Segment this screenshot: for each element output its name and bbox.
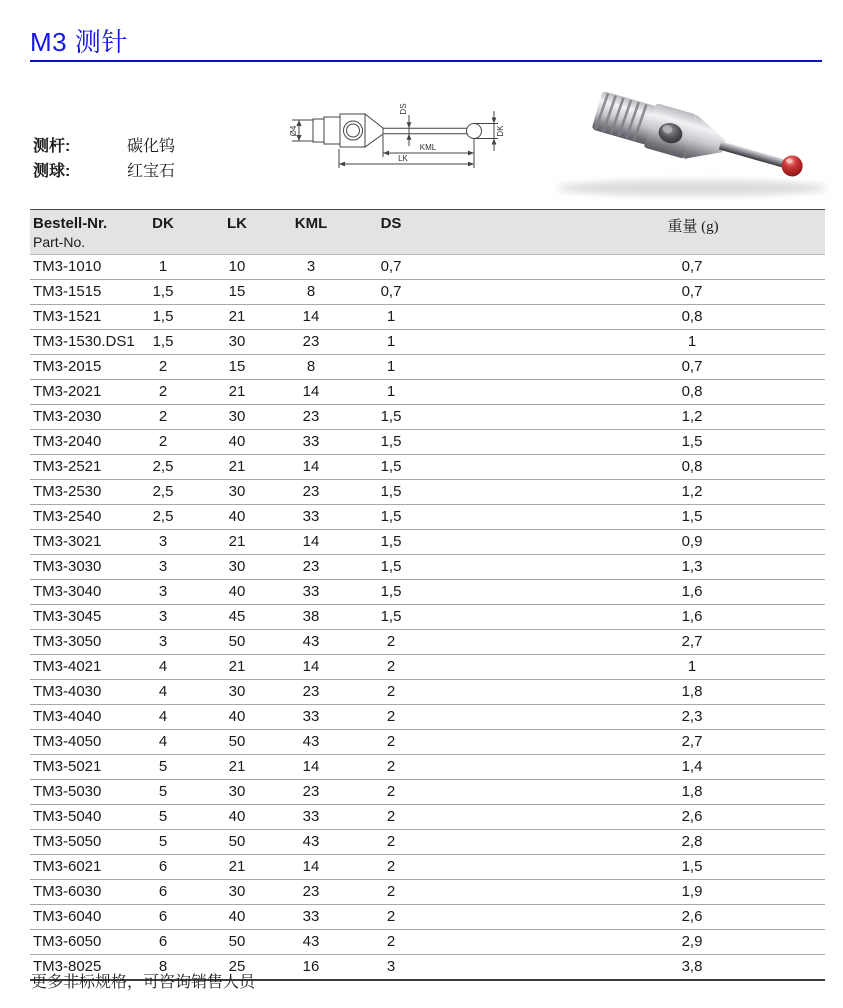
part-number-cell: TM3-4050 <box>33 733 102 750</box>
dk-cell: 6 <box>158 908 168 925</box>
dk-cell: 4 <box>158 683 168 700</box>
table-row <box>30 355 825 380</box>
spec-ball-value: 红宝石 <box>127 163 176 180</box>
part-number-cell: TM3-6050 <box>33 933 102 950</box>
weight-cell: 1 <box>687 333 697 350</box>
header-lk: LK <box>227 215 247 232</box>
part-number-cell: TM3-2021 <box>33 383 102 400</box>
part-number-cell: TM3-4021 <box>33 658 102 675</box>
kml-cell: 33 <box>302 808 320 825</box>
lk-cell: 21 <box>228 758 246 775</box>
table-row <box>30 855 825 880</box>
header-part-no: Part-No. <box>33 234 86 250</box>
part-number-cell: TM3-1515 <box>33 283 102 300</box>
stylus-dimension-drawing <box>240 93 540 198</box>
ds-cell: 3 <box>386 958 396 975</box>
ds-cell: 2 <box>386 808 396 825</box>
kml-cell: 14 <box>302 308 320 325</box>
lk-cell: 45 <box>228 608 246 625</box>
table-row <box>30 530 825 555</box>
spec-ball-label: 测球: <box>33 163 71 180</box>
header-ds: DS <box>380 215 402 232</box>
kml-cell: 14 <box>302 383 320 400</box>
dk-cell: 4 <box>158 658 168 675</box>
weight-cell: 1,2 <box>681 483 703 500</box>
ds-cell: 1,5 <box>380 533 402 550</box>
kml-cell: 23 <box>302 333 320 350</box>
weight-cell: 1,6 <box>681 608 703 625</box>
spec-shaft-value: 碳化钨 <box>127 138 176 155</box>
lk-cell: 40 <box>228 583 246 600</box>
weight-cell: 0,7 <box>681 258 703 275</box>
kml-cell: 8 <box>306 358 316 375</box>
lk-cell: 40 <box>228 808 246 825</box>
ds-cell: 2 <box>386 758 396 775</box>
table-row <box>30 705 825 730</box>
ds-cell: 1,5 <box>380 408 402 425</box>
stylus-body <box>591 88 809 191</box>
dk-cell: 3 <box>158 633 168 650</box>
lk-cell: 15 <box>228 358 246 375</box>
kml-cell: 14 <box>302 658 320 675</box>
dk-cell: 2 <box>158 408 168 425</box>
lk-cell: 21 <box>228 308 246 325</box>
weight-cell: 1,8 <box>681 783 703 800</box>
weight-cell: 1,4 <box>681 758 703 775</box>
title-underline <box>30 60 822 62</box>
ds-cell: 1,5 <box>380 483 402 500</box>
weight-cell: 1,9 <box>681 883 703 900</box>
dk-cell: 1,5 <box>152 333 174 350</box>
dim-label-d4: Ø4 <box>289 125 298 137</box>
kml-cell: 14 <box>302 458 320 475</box>
table-row <box>30 930 825 955</box>
table-row <box>30 805 825 830</box>
part-number-cell: TM3-6021 <box>33 858 102 875</box>
header-bestell-nr: Bestell-Nr. <box>33 215 108 232</box>
part-number-cell: TM3-2530 <box>33 483 102 500</box>
table-row <box>30 405 825 430</box>
part-number-cell: TM3-1530.DS1 <box>33 333 135 350</box>
weight-cell: 2,3 <box>681 708 703 725</box>
ds-cell: 0,7 <box>380 283 402 300</box>
ds-cell: 2 <box>386 883 396 900</box>
part-number-cell: TM3-3050 <box>33 633 102 650</box>
page-title: M3 测针 <box>30 27 128 57</box>
kml-cell: 8 <box>306 283 316 300</box>
kml-cell: 14 <box>302 758 320 775</box>
part-number-cell: TM3-4040 <box>33 708 102 725</box>
ds-cell: 2 <box>386 933 396 950</box>
lk-cell: 30 <box>228 333 246 350</box>
ds-cell: 2 <box>386 908 396 925</box>
table-row <box>30 280 825 305</box>
weight-cell: 0,9 <box>681 533 703 550</box>
ds-cell: 2 <box>386 733 396 750</box>
weight-cell: 1,2 <box>681 408 703 425</box>
table-row <box>30 505 825 530</box>
part-number-cell: TM3-2015 <box>33 358 102 375</box>
table-row <box>30 755 825 780</box>
part-number-cell: TM3-5021 <box>33 758 102 775</box>
part-number-cell: TM3-8025 <box>33 958 102 975</box>
part-number-cell: TM3-1010 <box>33 258 102 275</box>
lk-cell: 21 <box>228 658 246 675</box>
weight-cell: 1 <box>687 658 697 675</box>
kml-cell: 33 <box>302 583 320 600</box>
weight-cell: 2,7 <box>681 733 703 750</box>
dk-cell: 3 <box>158 558 168 575</box>
dim-label-kml: KML <box>419 143 437 152</box>
table-row <box>30 305 825 330</box>
ds-cell: 1,5 <box>380 558 402 575</box>
ds-cell: 2 <box>386 683 396 700</box>
kml-cell: 14 <box>302 533 320 550</box>
ds-cell: 2 <box>386 633 396 650</box>
lk-cell: 50 <box>228 733 246 750</box>
lk-cell: 50 <box>228 633 246 650</box>
lk-cell: 30 <box>228 783 246 800</box>
lk-cell: 10 <box>228 258 246 275</box>
weight-cell: 0,8 <box>681 383 703 400</box>
spec-ball <box>33 158 175 181</box>
part-number-cell: TM3-4030 <box>33 683 102 700</box>
part-number-cell: TM3-2521 <box>33 458 102 475</box>
weight-cell: 2,7 <box>681 633 703 650</box>
dk-cell: 6 <box>158 858 168 875</box>
ds-cell: 1 <box>386 358 396 375</box>
footer-note: 更多非标规格，可咨询销售人员 <box>31 974 256 991</box>
weight-cell: 1,5 <box>681 508 703 525</box>
kml-cell: 23 <box>302 558 320 575</box>
weight-cell: 3,8 <box>681 958 703 975</box>
part-number-cell: TM3-6030 <box>33 883 102 900</box>
lk-cell: 30 <box>228 558 246 575</box>
weight-cell: 2,9 <box>681 933 703 950</box>
table-row <box>30 655 825 680</box>
dim-label-dk: DK <box>496 125 505 137</box>
dk-cell: 5 <box>158 783 168 800</box>
ds-cell: 2 <box>386 858 396 875</box>
photo-shadow <box>557 180 827 196</box>
kml-cell: 23 <box>302 483 320 500</box>
lk-cell: 40 <box>228 433 246 450</box>
part-number-cell: TM3-3045 <box>33 608 102 625</box>
part-number-cell: TM3-5050 <box>33 833 102 850</box>
ds-cell: 1 <box>386 333 396 350</box>
kml-cell: 43 <box>302 733 320 750</box>
part-number-cell: TM3-3030 <box>33 558 102 575</box>
table-row <box>30 780 825 805</box>
dk-cell: 5 <box>158 758 168 775</box>
part-number-cell: TM3-5030 <box>33 783 102 800</box>
table-row <box>30 455 825 480</box>
ds-cell: 1,5 <box>380 608 402 625</box>
dk-cell: 2 <box>158 358 168 375</box>
lk-cell: 50 <box>228 933 246 950</box>
dk-cell: 3 <box>158 608 168 625</box>
spec-shaft-label: 测杆: <box>33 138 71 155</box>
table-row <box>30 630 825 655</box>
kml-cell: 14 <box>302 858 320 875</box>
ds-cell: 2 <box>386 708 396 725</box>
kml-cell: 23 <box>302 883 320 900</box>
weight-cell: 1,5 <box>681 858 703 875</box>
weight-cell: 0,7 <box>681 283 703 300</box>
header-dk: DK <box>152 215 174 232</box>
kml-cell: 23 <box>302 783 320 800</box>
dk-cell: 1,5 <box>152 283 174 300</box>
lk-cell: 50 <box>228 833 246 850</box>
lk-cell: 15 <box>228 283 246 300</box>
dk-cell: 6 <box>158 933 168 950</box>
part-number-cell: TM3-2540 <box>33 508 102 525</box>
table-row <box>30 380 825 405</box>
kml-cell: 23 <box>302 683 320 700</box>
dk-cell: 3 <box>158 583 168 600</box>
dk-cell: 6 <box>158 883 168 900</box>
weight-cell: 1,5 <box>681 433 703 450</box>
weight-cell: 2,6 <box>681 908 703 925</box>
dk-cell: 2,5 <box>152 508 174 525</box>
kml-cell: 33 <box>302 908 320 925</box>
lk-cell: 21 <box>228 858 246 875</box>
dk-cell: 2,5 <box>152 483 174 500</box>
spec-shaft <box>33 133 175 156</box>
kml-cell: 33 <box>302 508 320 525</box>
part-number-cell: TM3-3021 <box>33 533 102 550</box>
weight-cell: 1,3 <box>681 558 703 575</box>
dk-cell: 2,5 <box>152 458 174 475</box>
kml-cell: 3 <box>306 258 316 275</box>
dim-label-ds: DS <box>399 103 408 115</box>
dk-cell: 3 <box>158 533 168 550</box>
weight-cell: 0,8 <box>681 308 703 325</box>
part-number-cell: TM3-3040 <box>33 583 102 600</box>
kml-cell: 43 <box>302 933 320 950</box>
ds-cell: 1,5 <box>380 433 402 450</box>
table-row <box>30 480 825 505</box>
ds-cell: 1,5 <box>380 583 402 600</box>
lk-cell: 30 <box>228 683 246 700</box>
stylus-photo <box>552 78 843 202</box>
ds-cell: 1,5 <box>380 458 402 475</box>
weight-cell: 1,8 <box>681 683 703 700</box>
table-row <box>30 330 825 355</box>
table-row <box>30 605 825 630</box>
table-row <box>30 730 825 755</box>
ds-cell: 2 <box>386 783 396 800</box>
dk-cell: 1 <box>158 258 168 275</box>
header-weight: 重量 (g) <box>667 219 719 235</box>
table-row <box>30 430 825 455</box>
table-row <box>30 880 825 905</box>
table-body <box>30 255 825 981</box>
weight-cell: 1,6 <box>681 583 703 600</box>
part-number-cell: TM3-1521 <box>33 308 102 325</box>
lk-cell: 40 <box>228 708 246 725</box>
ds-cell: 1 <box>386 308 396 325</box>
lk-cell: 21 <box>228 383 246 400</box>
ds-cell: 2 <box>386 833 396 850</box>
table-row <box>30 905 825 930</box>
table-row <box>30 830 825 855</box>
weight-cell: 0,8 <box>681 458 703 475</box>
ds-cell: 1,5 <box>380 508 402 525</box>
lk-cell: 30 <box>228 883 246 900</box>
kml-cell: 33 <box>302 708 320 725</box>
dk-cell: 2 <box>158 433 168 450</box>
part-number-cell: TM3-5040 <box>33 808 102 825</box>
lk-cell: 30 <box>228 408 246 425</box>
kml-cell: 23 <box>302 408 320 425</box>
header-kml: KML <box>294 215 328 232</box>
lk-cell: 21 <box>228 533 246 550</box>
lk-cell: 25 <box>228 958 246 975</box>
dk-cell: 8 <box>158 958 168 975</box>
table-row <box>30 555 825 580</box>
dk-cell: 5 <box>158 833 168 850</box>
part-number-cell: TM3-2030 <box>33 408 102 425</box>
weight-cell: 2,8 <box>681 833 703 850</box>
dk-cell: 2 <box>158 383 168 400</box>
dim-label-lk: LK <box>398 154 408 163</box>
table-header <box>30 209 825 255</box>
dk-cell: 4 <box>158 708 168 725</box>
dk-cell: 5 <box>158 808 168 825</box>
lk-cell: 40 <box>228 508 246 525</box>
lk-cell: 30 <box>228 483 246 500</box>
spec-table <box>30 209 825 981</box>
kml-cell: 43 <box>302 833 320 850</box>
dk-cell: 1,5 <box>152 308 174 325</box>
kml-cell: 38 <box>302 608 320 625</box>
lk-cell: 40 <box>228 908 246 925</box>
kml-cell: 16 <box>302 958 320 975</box>
weight-cell: 0,7 <box>681 358 703 375</box>
table-row <box>30 580 825 605</box>
part-number-cell: TM3-2040 <box>33 433 102 450</box>
ds-cell: 2 <box>386 658 396 675</box>
lk-cell: 21 <box>228 458 246 475</box>
kml-cell: 33 <box>302 433 320 450</box>
weight-cell: 2,6 <box>681 808 703 825</box>
kml-cell: 43 <box>302 633 320 650</box>
table-row <box>30 255 825 280</box>
dk-cell: 4 <box>158 733 168 750</box>
table-row <box>30 680 825 705</box>
part-number-cell: TM3-6040 <box>33 908 102 925</box>
ds-cell: 1 <box>386 383 396 400</box>
ds-cell: 0,7 <box>380 258 402 275</box>
